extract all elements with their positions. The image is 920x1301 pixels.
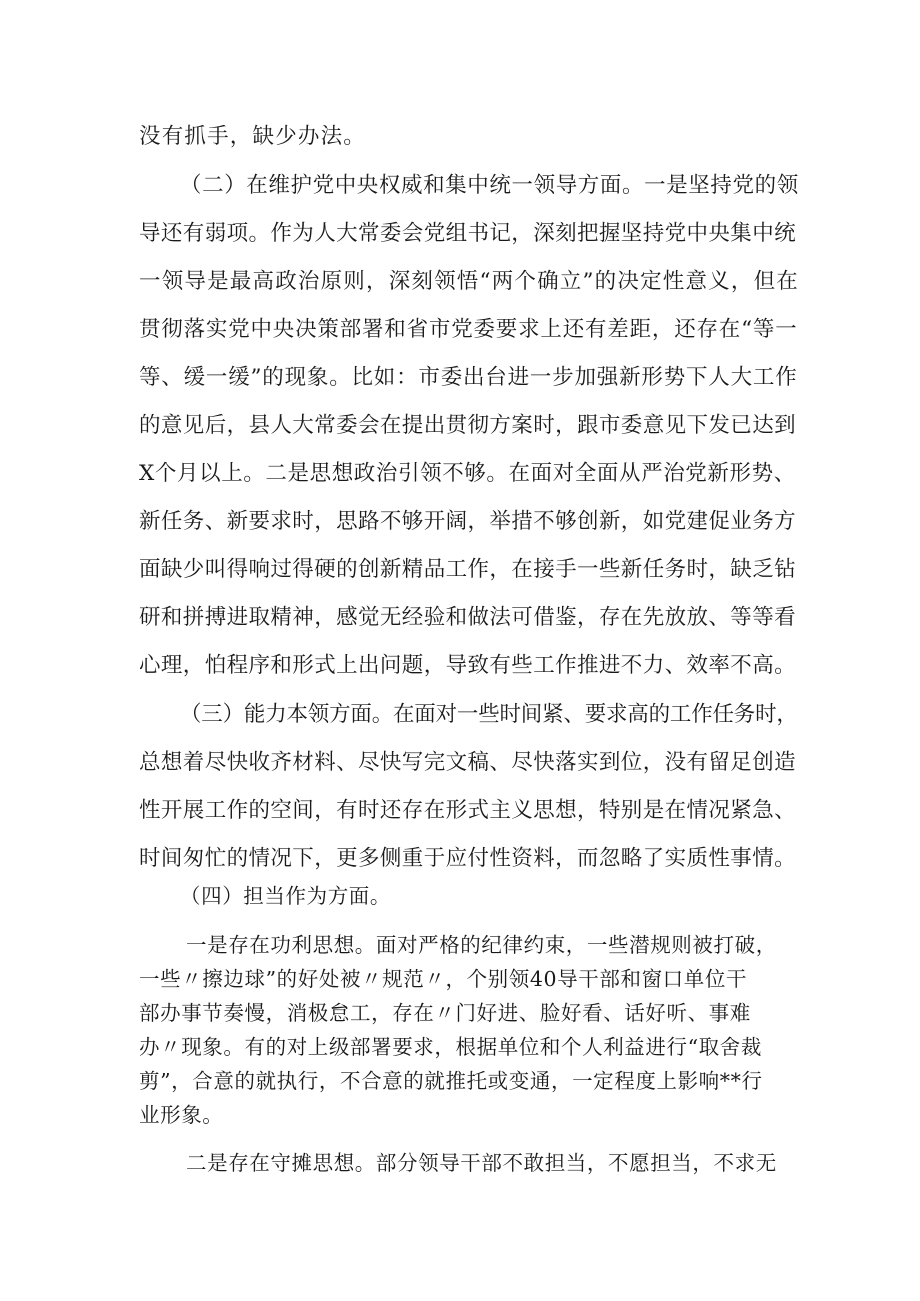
text-line: 一些〃擦边球”的好处被〃规范〃，个别领40导干部和窗口单位干 (139, 967, 748, 991)
text-line: 业形象。 (139, 1103, 224, 1127)
text-line: 的意见后，县人大常委会在提出贯彻方案时，跟市委意见下发已达到 (139, 413, 797, 438)
text-line: 没有抓手，缺少办法。 (139, 124, 367, 149)
text-line: 一领导是最高政治原则，深刻领悟“两个确立”的决定性意义，但在 (139, 269, 799, 294)
text-line: 导还有弱项。作为人大常委会党组书记，深刻把握坚持党中央集中统 (139, 221, 797, 246)
text-line: 时间匆忙的情况下，更多侧重于应付性资料，而忽略了实质性事情。 (139, 846, 797, 871)
text-line: 二是存在守摊思想。部分领导干部不敢担当，不愿担当，不求无 (186, 1151, 777, 1175)
text-line: 面缺少叫得响过得硬的创新精品工作，在接手一些新任务时，缺乏钻 (139, 557, 797, 582)
section-heading-line: （四）担当作为方面。 (180, 884, 391, 908)
text-line: 办〃现象。有的对上级部署要求，根据单位和个人利益进行“取舍裁 (139, 1035, 762, 1059)
section-heading-line: （三）能力本领方面。在面对一些时间紧、要求高的工作任务时， (180, 702, 798, 727)
text-line: X个月以上。二是思想政治引领不够。在面对全面从严治党新形势、 (139, 461, 796, 486)
text-line: 剪”，合意的就执行，不合意的就推托或变通，一定程度上影响**行 (139, 1069, 763, 1093)
text-line: 部办事节奏慢，消极怠工，存在〃门好进、脸好看、话好听、事难 (139, 1001, 751, 1025)
text-line: 新任务、新要求时，思路不够开阔，举措不够创新，如党建促业务方 (139, 509, 797, 534)
text-line: 等、缓一缓”的现象。比如：市委出台进一步加强新形势下人大工作 (139, 365, 798, 390)
text-line: 总想着尽快收齐材料、尽快写完文稿、尽快落实到位，没有留足创造 (139, 750, 797, 775)
section-heading-line: （二）在维护党中央权威和集中统一领导方面。一是坚持党的领 (180, 173, 799, 198)
text-line: 研和拼搏进取精神，感觉无经验和做法可借鉴，存在先放放、等等看 (139, 605, 797, 630)
text-line: 性开展工作的空间，有时还存在形式主义思想，特别是在情况紧急、 (139, 798, 797, 823)
text-line: 心理，怕程序和形式上出问题，导致有些工作推进不力、效率不高。 (139, 653, 797, 678)
text-line: 一是存在功利思想。面对严格的纪律约束，一些潜规则被打破， (186, 933, 777, 957)
text-line: 贯彻落实党中央决策部署和省市党委要求上还有差距，还存在“等一 (139, 317, 798, 342)
